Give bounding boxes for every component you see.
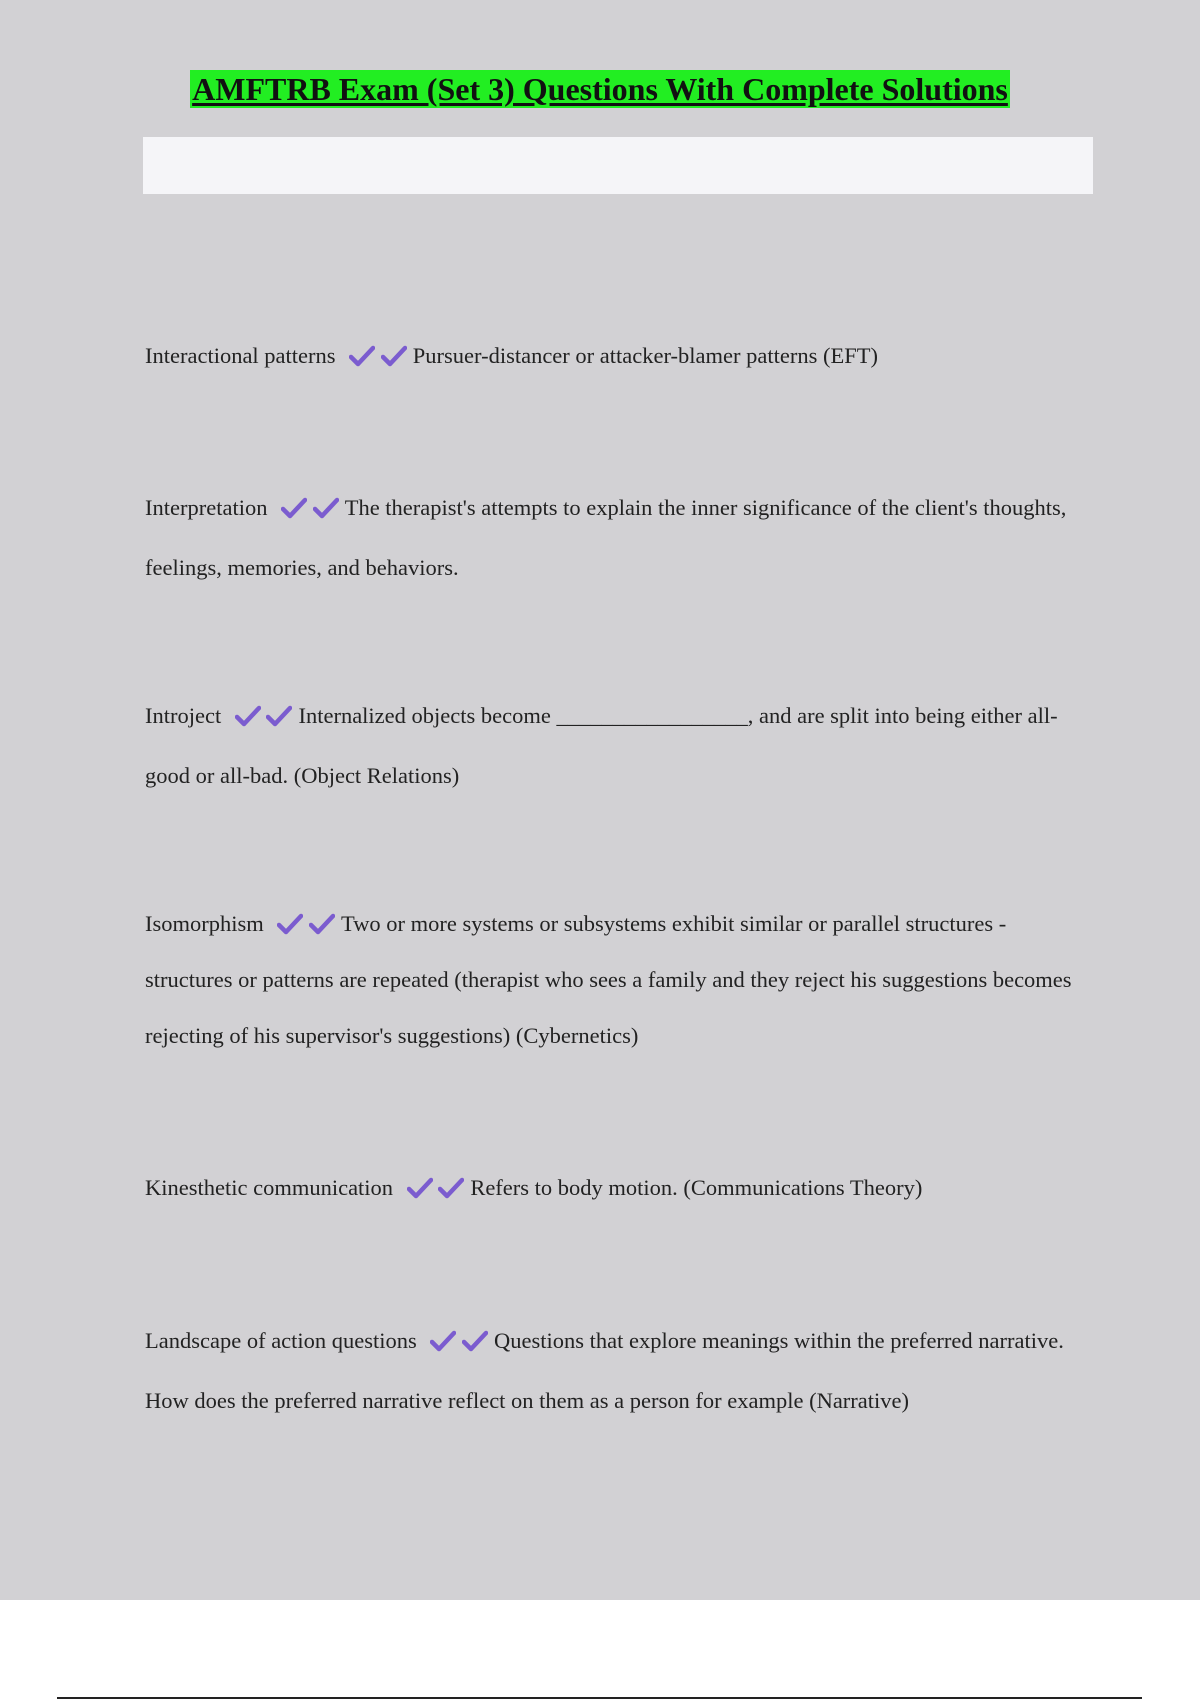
check-icon xyxy=(309,913,335,935)
flashcard-entry-interpretation xyxy=(145,478,1090,598)
check-icon xyxy=(438,1177,464,1199)
double-check-icon xyxy=(281,478,339,538)
flashcard-entry-landscape-of-action-questions xyxy=(145,1311,1090,1431)
entry-term: Landscape of action questions xyxy=(145,1328,417,1353)
document-title: AMFTRB Exam (Set 3) Questions With Complete Solutions xyxy=(192,71,1008,107)
check-icon xyxy=(313,497,339,519)
double-check-icon xyxy=(407,1158,465,1218)
entry-term: Interactional patterns xyxy=(145,343,336,368)
title-container xyxy=(0,70,1200,108)
entry-definition: The therapist's attempts to explain the inner significance of the client's thoughts, feelings, memories, and behaviors. xyxy=(145,495,1067,580)
entry-definition: Refers to body motion. (Communications Theory) xyxy=(470,1175,923,1200)
double-check-icon xyxy=(235,686,293,746)
entry-definition: Questions that explore meanings within the preferred narrative. How does the preferred narrative reflect on them as a person for example (Narrative) xyxy=(145,1328,1064,1413)
entry-definition: Two or more systems or subsystems exhibit similar or parallel structures - structures or patterns are repeated (therapist who sees a family and they reject his suggestions becomes rejecting of his supervisor's suggestions) (Cybernetics) xyxy=(145,911,1072,1048)
entry-definition: Pursuer-distancer or attacker-blamer patterns (EFT) xyxy=(412,343,878,368)
entry-definition: Internalized objects become _________________, and are split into being either all-good or all-bad. (Object Relations) xyxy=(145,703,1058,788)
entry-term: Kinesthetic communication xyxy=(145,1175,394,1200)
double-check-icon xyxy=(277,896,335,952)
flashcard-entry-introject xyxy=(145,686,1090,806)
check-icon xyxy=(277,913,303,935)
footer-divider xyxy=(57,1697,1142,1699)
blank-banner xyxy=(143,137,1093,194)
check-icon xyxy=(381,345,407,367)
entry-term: Introject xyxy=(145,703,222,728)
check-icon xyxy=(407,1177,433,1199)
double-check-icon xyxy=(430,1311,488,1371)
flashcard-entry-kinesthetic-communication xyxy=(145,1158,1090,1218)
double-check-icon xyxy=(349,326,407,386)
check-icon xyxy=(430,1330,456,1352)
entry-term: Isomorphism xyxy=(145,911,264,936)
flashcard-entry-isomorphism xyxy=(145,896,1090,1064)
check-icon xyxy=(349,345,375,367)
entry-term: Interpretation xyxy=(145,495,268,520)
flashcard-entry-interactional-patterns xyxy=(145,326,1090,386)
check-icon xyxy=(266,705,292,727)
check-icon xyxy=(235,705,261,727)
check-icon xyxy=(462,1330,488,1352)
check-icon xyxy=(281,497,307,519)
